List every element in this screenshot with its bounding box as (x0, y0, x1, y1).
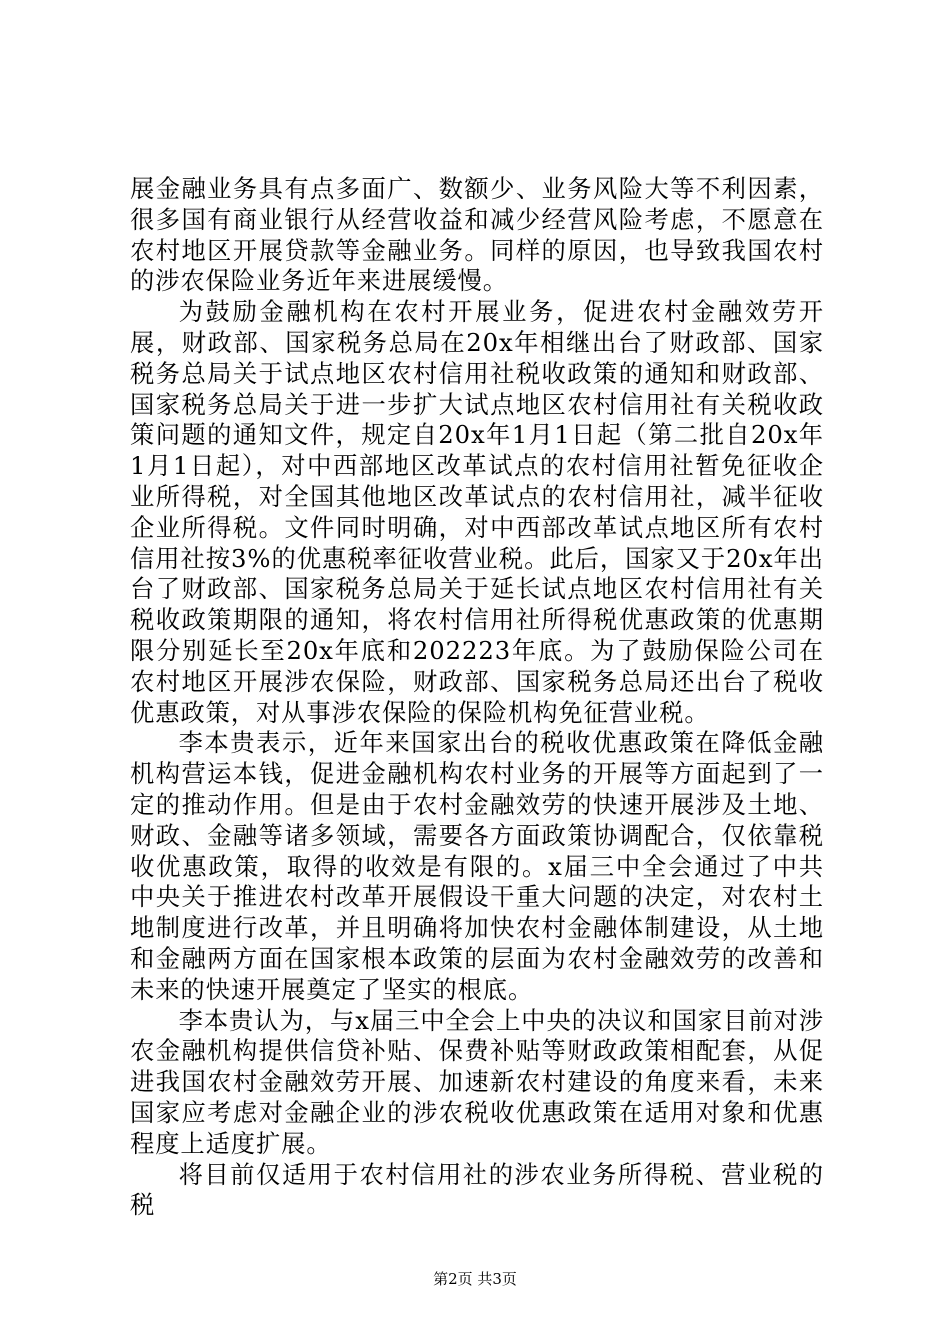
page-number: 第2页 共3页 (433, 1270, 517, 1288)
document-body (130, 174, 824, 1221)
page-footer (0, 1269, 950, 1289)
paragraph-proposal: 将目前仅适用于农村信用社的涉农业务所得税、营业税的税 (130, 1159, 824, 1220)
paragraph-tax-policy: 为鼓励金融机构在农村开展业务，促进农村金融效劳开展，财政部、国家税务总局在20x年相继出台了财政部、国家税务总局关于试点地区农村信用社税收政策的通知和财政部、国家税务总局关于进一步扩大试点地区农村信用社有关税收政策问题的通知文件，规定自20x年1月1日起（第二批自20x年1月1日起），对中西部地区改革试点的农村信用社暂免征收企业所得税，对全国其他地区改革试点的农村信用社，减半征收企业所得税。文件同时明确，对中西部改革试点地区所有农村信用社按3%的优惠税率征收营业税。此后，国家又于20x年出台了财政部、国家税务总局关于延长试点地区农村信用社有关税收政策期限的通知，将农村信用社所得税优惠政策的优惠期限分别延长至20x年底和202223年底。为了鼓励保险公司在农村地区开展涉农保险，财政部、国家税务总局还出台了税收优惠政策，对从事涉农保险的保险机构免征营业税。 (130, 297, 824, 727)
paragraph-continuation: 展金融业务具有点多面广、数额少、业务风险大等不利因素，很多国有商业银行从经营收益和减少经营风险考虑，不愿意在农村地区开展贷款等金融业务。同样的原因，也导致我国农村的涉农保险业务近年来进展缓慢。 (130, 174, 824, 296)
paragraph-li-bengui-statement: 李本贵表示，近年来国家出台的税收优惠政策在降低金融机构营运本钱，促进金融机构农村业务的开展等方面起到了一定的推动作用。但是由于农村金融效劳的快速开展涉及土地、财政、金融等诸多领域，需要各方面政策协调配合，仅依靠税收优惠政策，取得的收效是有限的。x届三中全会通过了中共中央关于推进农村改革开展假设干重大问题的决定，对农村土地制度进行改革，并且明确将加快农村金融体制建设，从土地和金融两方面在国家根本政策的层面为农村金融效劳的改善和未来的快速开展奠定了坚实的根底。 (130, 728, 824, 1004)
paragraph-li-bengui-opinion: 李本贵认为，与x届三中全会上中央的决议和国家目前对涉农金融机构提供信贷补贴、保费补贴等财政政策相配套，从促进我国农村金融效劳开展、加速新农村建设的角度来看，未来国家应考虑对金融企业的涉农税收优惠政策在适用对象和优惠程度上适度扩展。 (130, 1005, 824, 1158)
